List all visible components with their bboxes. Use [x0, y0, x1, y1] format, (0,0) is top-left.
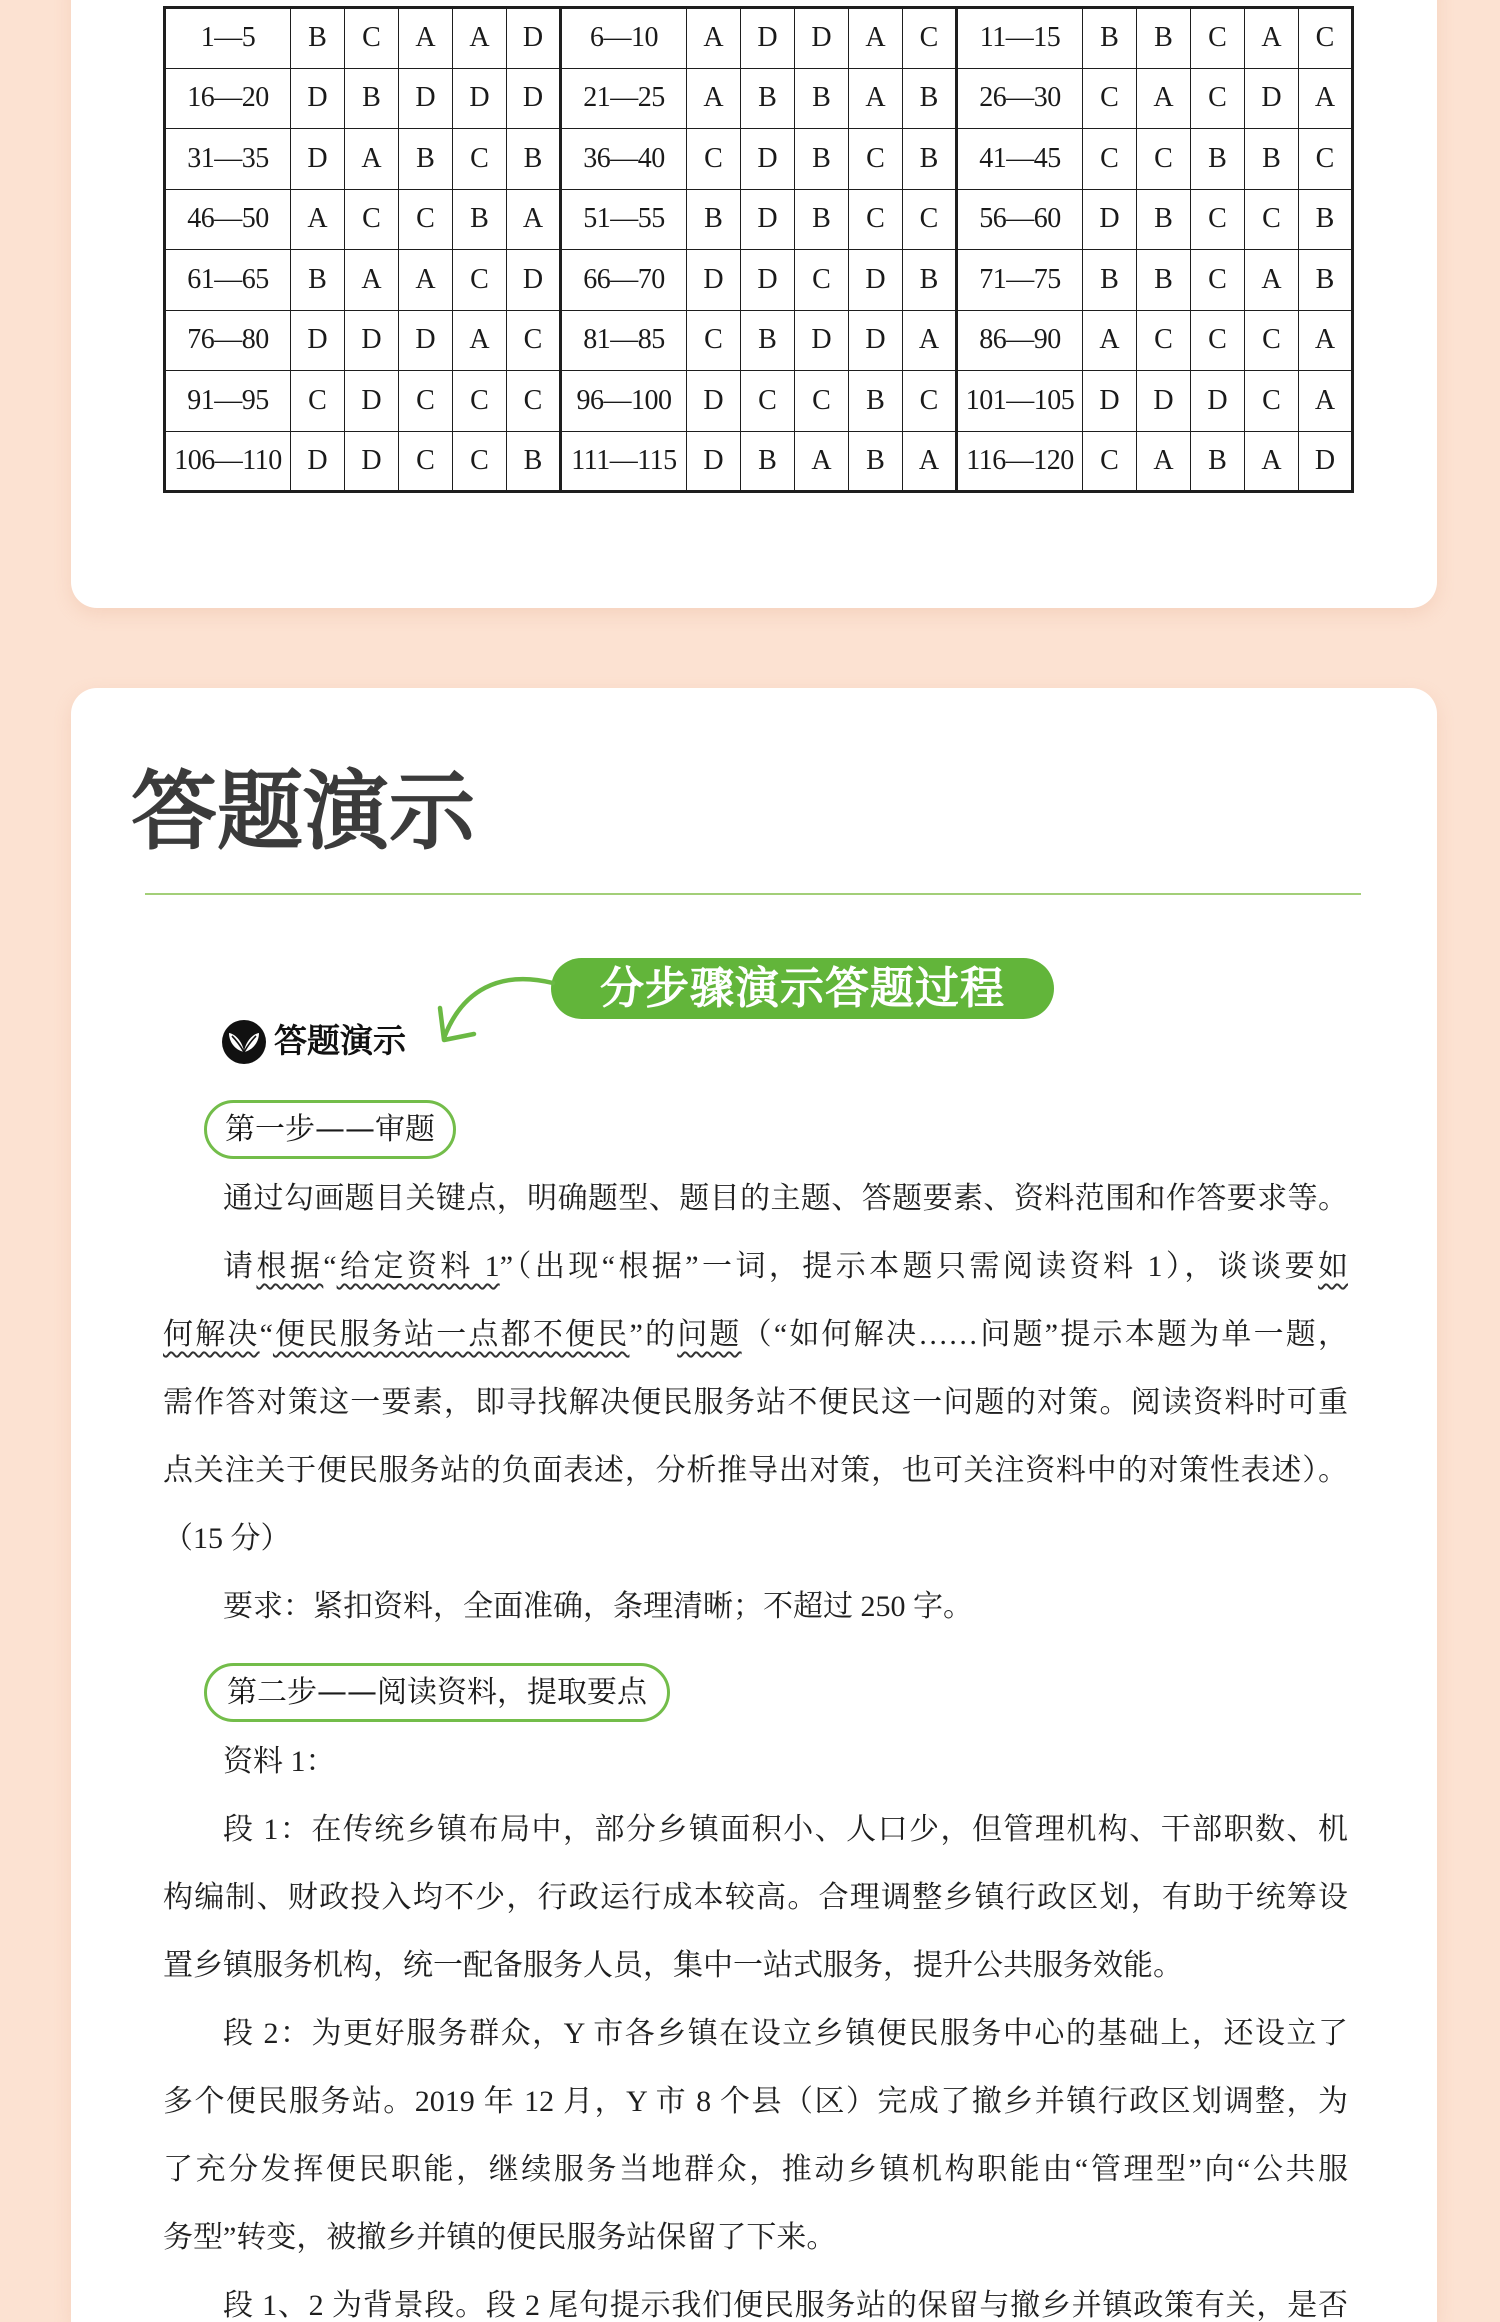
- answer-cell: C: [1245, 189, 1299, 250]
- paragraph-line: 段 2：为更好服务群众，Y 市各乡镇在设立乡镇便民服务中心的基础上，还设立了: [223, 2017, 1348, 2050]
- answer-cell: D: [507, 8, 561, 69]
- answer-cell: D: [687, 431, 741, 492]
- answer-cell: D: [1245, 68, 1299, 129]
- answer-cell: A: [399, 250, 453, 311]
- wavy-underlined-keyword: 如: [1318, 1250, 1348, 1283]
- text-segment: ”（出现“根据”一词，提示本题只需阅读资料 1），谈谈要: [499, 1250, 1319, 1283]
- answer-cell: D: [345, 310, 399, 371]
- answer-cell: B: [741, 68, 795, 129]
- answer-cell: B: [507, 129, 561, 190]
- answer-cell: D: [399, 310, 453, 371]
- answer-cell: D: [1191, 371, 1245, 432]
- answer-cell: A: [1137, 68, 1191, 129]
- answer-cell: C: [687, 310, 741, 371]
- answer-cell: C: [1191, 189, 1245, 250]
- wavy-underlined-keyword: 何解决: [163, 1318, 260, 1351]
- answer-cell: C: [453, 371, 507, 432]
- answer-cell: B: [1083, 8, 1137, 69]
- step1-text: [163, 1165, 1348, 1641]
- question-range-cell: 111—115: [561, 431, 687, 492]
- answer-cell: C: [291, 371, 345, 432]
- answer-cell: B: [1299, 189, 1353, 250]
- answer-cell: C: [507, 310, 561, 371]
- answer-cell: B: [687, 189, 741, 250]
- answer-cell: D: [345, 371, 399, 432]
- wavy-underlined-keyword: 便民服务站一点都不便民: [272, 1318, 630, 1351]
- answer-cell: A: [1137, 431, 1191, 492]
- answer-cell: C: [741, 371, 795, 432]
- answer-cell: C: [1137, 310, 1191, 371]
- answer-cell: D: [453, 68, 507, 129]
- question-range-cell: 6—10: [561, 8, 687, 69]
- answer-cell: B: [903, 250, 957, 311]
- answer-cell: C: [399, 371, 453, 432]
- question-range-cell: 86—90: [957, 310, 1083, 371]
- answer-cell: B: [903, 68, 957, 129]
- answer-cell: C: [399, 431, 453, 492]
- answer-cell: B: [903, 129, 957, 190]
- answer-cell: A: [849, 8, 903, 69]
- answer-cell: D: [795, 8, 849, 69]
- answer-cell: B: [345, 68, 399, 129]
- answer-cell: B: [507, 431, 561, 492]
- answer-cell: A: [903, 431, 957, 492]
- answer-cell: B: [795, 68, 849, 129]
- answer-table-row: [165, 431, 1353, 492]
- paragraph-line: 务型”转变，被撤乡并镇的便民服务站保留了下来。: [163, 2221, 837, 2254]
- answer-cell: D: [741, 189, 795, 250]
- question-range-cell: 46—50: [165, 189, 291, 250]
- text-segment: 请: [223, 1250, 257, 1283]
- answer-cell: C: [1191, 250, 1245, 311]
- question-range-cell: 106—110: [165, 431, 291, 492]
- answer-cell: A: [453, 8, 507, 69]
- answer-table-row: [165, 371, 1353, 432]
- paragraph-line: 段 1：在传统乡镇布局中，部分乡镇面积小、人口少，但管理机构、干部职数、机: [223, 1813, 1348, 1846]
- answer-key-table: [163, 6, 1354, 493]
- answer-cell: C: [507, 371, 561, 432]
- question-range-cell: 16—20: [165, 68, 291, 129]
- answer-cell: A: [345, 129, 399, 190]
- answer-cell: D: [507, 68, 561, 129]
- answer-cell: A: [903, 310, 957, 371]
- answer-cell: B: [1299, 250, 1353, 311]
- answer-cell: D: [849, 310, 903, 371]
- curved-arrow-icon: [420, 960, 570, 1060]
- answer-cell: D: [291, 68, 345, 129]
- paragraph-line: [163, 1301, 1348, 1369]
- answer-cell: A: [1083, 310, 1137, 371]
- answer-table-row: [165, 189, 1353, 250]
- answer-cell: B: [741, 310, 795, 371]
- answer-cell: C: [903, 8, 957, 69]
- question-range-cell: 116—120: [957, 431, 1083, 492]
- answer-cell: D: [741, 129, 795, 190]
- question-range-cell: 101—105: [957, 371, 1083, 432]
- answer-table-row: [165, 250, 1353, 311]
- answer-cell: A: [1299, 310, 1353, 371]
- question-range-cell: 71—75: [957, 250, 1083, 311]
- answer-cell: C: [1245, 371, 1299, 432]
- answer-cell: C: [795, 371, 849, 432]
- question-range-cell: 61—65: [165, 250, 291, 311]
- answer-cell: B: [1245, 129, 1299, 190]
- wavy-underlined-keyword: 根据: [256, 1250, 324, 1283]
- answer-cell: C: [453, 431, 507, 492]
- answer-cell: B: [849, 431, 903, 492]
- answer-cell: D: [345, 431, 399, 492]
- step2-pill: 第二步——阅读资料，提取要点: [204, 1663, 670, 1722]
- answer-cell: C: [849, 189, 903, 250]
- answer-cell: D: [741, 250, 795, 311]
- answer-cell: C: [795, 250, 849, 311]
- question-range-cell: 1—5: [165, 8, 291, 69]
- paragraph-line: 多个便民服务站。2019 年 12 月，Y 市 8 个县（区）完成了撤乡并镇行政区划调整，为: [163, 2085, 1348, 2118]
- answer-cell: A: [849, 68, 903, 129]
- answer-cell: D: [1137, 371, 1191, 432]
- paragraph-line: 通过勾画题目关键点，明确题型、题目的主题、答题要素、资料范围和作答要求等。: [223, 1182, 1348, 1215]
- text-segment: ”的: [629, 1318, 678, 1351]
- answer-cell: C: [453, 250, 507, 311]
- answer-cell: D: [507, 250, 561, 311]
- answer-cell: D: [291, 129, 345, 190]
- answer-cell: A: [1245, 8, 1299, 69]
- answer-cell: B: [1191, 431, 1245, 492]
- question-range-cell: 56—60: [957, 189, 1083, 250]
- step-banner: 分步骤演示答题过程: [551, 958, 1054, 1019]
- answer-cell: A: [507, 189, 561, 250]
- question-range-cell: 81—85: [561, 310, 687, 371]
- answer-cell: D: [687, 371, 741, 432]
- answer-table-row: [165, 68, 1353, 129]
- answer-cell: A: [345, 250, 399, 311]
- answer-cell: B: [453, 189, 507, 250]
- text-segment: “: [323, 1250, 337, 1283]
- answer-cell: D: [399, 68, 453, 129]
- answer-table-row: [165, 129, 1353, 190]
- answer-cell: C: [1083, 129, 1137, 190]
- paragraph-line: 了充分发挥便民职能，继续服务当地群众，推动乡镇机构职能由“管理型”向“公共服: [163, 2153, 1348, 2186]
- question-range-cell: 66—70: [561, 250, 687, 311]
- answer-cell: B: [291, 250, 345, 311]
- answer-cell: B: [1191, 129, 1245, 190]
- answer-cell: A: [687, 8, 741, 69]
- paragraph-line: 点关注关于便民服务站的负面表述，分析推导出对策，也可关注资料中的对策性表述）。: [163, 1454, 1348, 1487]
- answer-cell: D: [849, 250, 903, 311]
- answer-cell: A: [1245, 431, 1299, 492]
- answer-cell: D: [741, 8, 795, 69]
- answer-cell: B: [741, 431, 795, 492]
- answer-cell: C: [1083, 68, 1137, 129]
- answer-cell: C: [345, 8, 399, 69]
- sprout-icon: [221, 1019, 267, 1065]
- step2-text: [163, 1728, 1348, 2322]
- answer-cell: A: [1299, 68, 1353, 129]
- answer-cell: D: [1299, 431, 1353, 492]
- question-range-cell: 91—95: [165, 371, 291, 432]
- answer-cell: C: [1083, 431, 1137, 492]
- wavy-underlined-keyword: 给定资料 1: [336, 1250, 500, 1283]
- title-divider: [145, 893, 1361, 895]
- question-range-cell: 51—55: [561, 189, 687, 250]
- text-segment: “: [259, 1318, 273, 1351]
- question-range-cell: 76—80: [165, 310, 291, 371]
- question-range-cell: 31—35: [165, 129, 291, 190]
- section-title: 答题演示: [131, 762, 475, 862]
- answer-table-row: [165, 310, 1353, 371]
- answer-cell: B: [1137, 250, 1191, 311]
- answer-cell: C: [345, 189, 399, 250]
- score-line: （15 分）: [163, 1522, 291, 1555]
- answer-cell: A: [795, 431, 849, 492]
- answer-cell: D: [687, 250, 741, 311]
- answer-cell: C: [453, 129, 507, 190]
- answer-cell: C: [1191, 68, 1245, 129]
- question-range-cell: 41—45: [957, 129, 1083, 190]
- answer-cell: C: [1137, 129, 1191, 190]
- paragraph-line: 段 1、2 为背景段。段 2 尾句提示我们便民服务站的保留与撤乡并镇政策有关，是否: [223, 2289, 1348, 2322]
- answer-cell: D: [795, 310, 849, 371]
- text-segment: （“如何解决……问题”提示本题为单一题，: [741, 1318, 1348, 1351]
- answer-cell: D: [1083, 371, 1137, 432]
- answer-cell: A: [291, 189, 345, 250]
- answer-cell: A: [453, 310, 507, 371]
- answer-cell: C: [399, 189, 453, 250]
- question-range-cell: 11—15: [957, 8, 1083, 69]
- paragraph-line: 构编制、财政投入均不少，行政运行成本较高。合理调整乡镇行政区划，有助于统筹设: [163, 1881, 1348, 1914]
- step1-pill: 第一步——审题: [204, 1100, 456, 1159]
- answer-cell: A: [399, 8, 453, 69]
- answer-cell: C: [687, 129, 741, 190]
- answer-cell: B: [399, 129, 453, 190]
- wavy-underlined-keyword: 问题: [677, 1318, 742, 1351]
- answer-cell: B: [1137, 8, 1191, 69]
- paragraph-line: 置乡镇服务机构，统一配备服务人员，集中一站式服务，提升公共服务效能。: [163, 1949, 1183, 1982]
- answer-cell: B: [795, 129, 849, 190]
- answer-cell: B: [1083, 250, 1137, 311]
- answer-cell: C: [1299, 8, 1353, 69]
- answer-cell: B: [849, 371, 903, 432]
- answer-table-row: [165, 8, 1353, 69]
- answer-cell: C: [1191, 310, 1245, 371]
- answer-cell: D: [1083, 189, 1137, 250]
- answer-cell: A: [687, 68, 741, 129]
- answer-cell: C: [903, 189, 957, 250]
- question-range-cell: 21—25: [561, 68, 687, 129]
- requirement-line: 要求：紧扣资料，全面准确，条理清晰；不超过 250 字。: [223, 1590, 973, 1623]
- paragraph-line: 需作答对策这一要素，即寻找解决便民服务站不便民这一问题的对策。阅读资料时可重: [163, 1386, 1348, 1419]
- answer-cell: B: [1137, 189, 1191, 250]
- answer-cell: C: [1245, 310, 1299, 371]
- answer-cell: A: [1299, 371, 1353, 432]
- question-range-cell: 26—30: [957, 68, 1083, 129]
- answer-cell: C: [903, 371, 957, 432]
- answer-table-body: [165, 8, 1353, 492]
- answer-cell: D: [291, 431, 345, 492]
- answer-cell: C: [1299, 129, 1353, 190]
- section-label: 答题演示: [274, 1021, 406, 1060]
- answer-cell: D: [291, 310, 345, 371]
- answer-cell: A: [1245, 250, 1299, 311]
- answer-cell: B: [291, 8, 345, 69]
- paragraph-line: [163, 1233, 1348, 1301]
- answer-cell: B: [795, 189, 849, 250]
- question-range-cell: 96—100: [561, 371, 687, 432]
- answer-cell: C: [1191, 8, 1245, 69]
- material-label: 资料 1：: [223, 1745, 336, 1778]
- answer-cell: C: [849, 129, 903, 190]
- question-range-cell: 36—40: [561, 129, 687, 190]
